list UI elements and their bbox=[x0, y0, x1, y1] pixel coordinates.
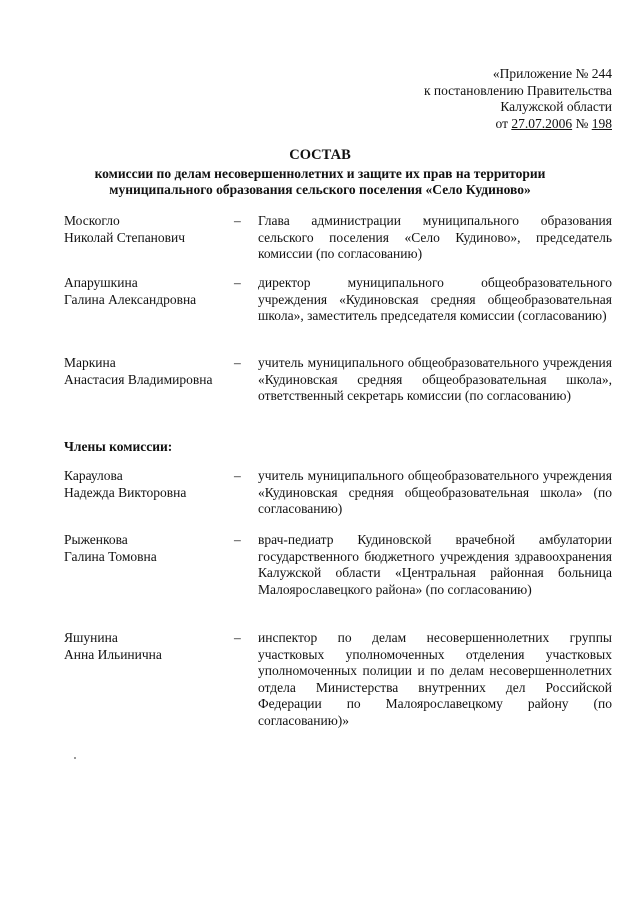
person-role: инспектор по делам несовершеннолетних группы участковых уполномоченных отделения участковых уполномоченных полиции и по делам несовершеннолетних отдела Министерства внутренних дел Российской Федерации по Малоярославецкому району (по согласованию)» bbox=[258, 630, 612, 728]
scan-speck bbox=[74, 757, 76, 759]
date-prefix: от bbox=[495, 115, 512, 131]
document-title: СОСТАВ bbox=[289, 147, 351, 163]
person-role: врач-педиатр Кудиновской врачебной амбулатории государственного бюджетного учреждения здравоохранения Калужской области «Центральная районная больница Малоярославецкого района» (по согласованию) bbox=[258, 532, 612, 597]
appendix-date-line bbox=[424, 116, 612, 133]
person-given-name: Галина Александровна bbox=[64, 291, 197, 307]
appendix-line-1: «Приложение № 244 bbox=[492, 66, 612, 81]
dash-separator: – bbox=[234, 213, 241, 228]
person-name bbox=[64, 213, 232, 263]
person-name bbox=[64, 630, 232, 730]
dash-separator: – bbox=[234, 355, 241, 370]
dash-separator: – bbox=[234, 630, 241, 645]
person-surname: Москогло bbox=[64, 213, 120, 228]
person-surname: Апарушкина bbox=[64, 275, 138, 290]
person-name bbox=[64, 468, 232, 518]
dash-separator: – bbox=[234, 275, 241, 290]
person-role: учитель муниципального общеобразовательного учреждения «Кудиновская средняя общеобразовательная школа» (по согласованию) bbox=[258, 468, 612, 517]
person-surname: Рыженкова bbox=[64, 532, 128, 547]
appendix-line-2: к постановлению Правительства bbox=[423, 82, 612, 98]
person-surname: Яшунина bbox=[64, 630, 118, 645]
committee-entry-member bbox=[64, 532, 612, 598]
person-surname: Маркина bbox=[64, 355, 116, 370]
appendix-header bbox=[424, 66, 612, 132]
person-given-name: Анастасия Владимировна bbox=[64, 371, 213, 387]
number-prefix: № bbox=[572, 115, 592, 131]
person-given-name: Анна Ильинична bbox=[64, 646, 162, 662]
person-name bbox=[64, 532, 232, 598]
dash-separator: – bbox=[234, 468, 241, 483]
appendix-line-3: Калужской области bbox=[500, 99, 612, 115]
dash-separator: – bbox=[234, 532, 241, 547]
person-name bbox=[64, 355, 232, 405]
committee-entry-deputy bbox=[64, 275, 612, 325]
person-name bbox=[64, 275, 232, 325]
document-subtitle-line-2: муниципального образования сельского поселения «Село Кудиново» bbox=[109, 182, 531, 198]
person-role: учитель муниципального общеобразовательного учреждения «Кудиновская средняя общеобразовательная школа», ответственный секретарь комиссии (по согласованию) bbox=[258, 355, 612, 404]
members-heading: Члены комиссии: bbox=[64, 439, 173, 454]
resolution-date: 27.07.2006 bbox=[511, 115, 573, 131]
person-role: директор муниципального общеобразовательного учреждения «Кудиновская средняя общеобразовательная школа», заместитель председателя комиссии (согласованию) bbox=[258, 275, 612, 324]
person-given-name: Николай Степанович bbox=[64, 229, 186, 245]
committee-entry-member bbox=[64, 630, 612, 730]
person-surname: Караулова bbox=[64, 468, 123, 483]
person-given-name: Надежда Викторовна bbox=[64, 484, 187, 500]
committee-entry-member bbox=[64, 468, 612, 518]
person-role: Глава администрации муниципального образования сельского поселения «Село Кудиново», председатель комиссии (по согласованию) bbox=[258, 213, 612, 262]
committee-entry-secretary bbox=[64, 355, 612, 405]
committee-entry-chairman bbox=[64, 213, 612, 263]
document-title-block bbox=[40, 147, 600, 199]
resolution-number: 198 bbox=[591, 115, 612, 131]
person-given-name: Галина Томовна bbox=[64, 548, 157, 564]
document-subtitle-line-1: комиссии по делам несовершеннолетних и защите их прав на территории bbox=[94, 165, 546, 181]
